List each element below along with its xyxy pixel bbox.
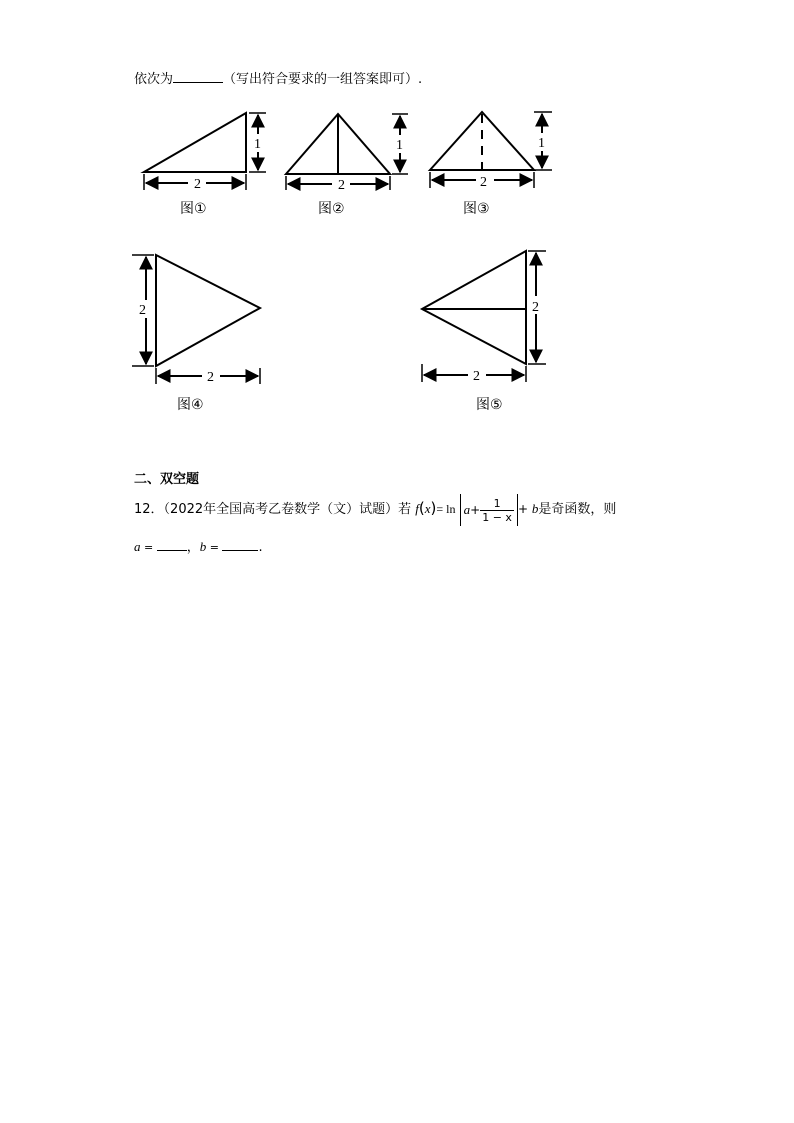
base-label: 2 <box>338 178 345 193</box>
absolute-value-expression <box>460 494 518 526</box>
figure-1 <box>138 108 278 193</box>
param-b: b <box>531 501 539 516</box>
intro-line <box>134 68 422 87</box>
base-label: 2 <box>194 177 201 192</box>
paren-open: ( <box>418 499 425 517</box>
figure-4 <box>130 250 270 390</box>
equals-ln: = ln <box>436 502 456 516</box>
function-name: f <box>415 501 419 516</box>
param-a: a <box>463 501 471 517</box>
figure-1-caption: 图① <box>180 201 207 217</box>
triangle-shape <box>156 255 260 366</box>
b-answer-blank[interactable] <box>222 538 258 551</box>
base-label: 2 <box>480 175 487 190</box>
b-equals: = <box>206 541 223 554</box>
figure-2-caption: 图② <box>318 201 345 217</box>
height-label: 1 <box>396 138 403 153</box>
plus-b: + <box>517 502 532 516</box>
question-tail: 是奇函数，则 <box>538 502 617 517</box>
triangle-shape <box>144 113 246 172</box>
section-heading: 二、双空题 <box>134 472 200 487</box>
height-label: 2 <box>139 303 146 318</box>
separator: ， <box>186 540 200 555</box>
answer-line <box>134 536 263 555</box>
a-answer-blank[interactable] <box>157 538 187 551</box>
variable-x: x <box>424 501 431 516</box>
fraction <box>480 497 514 524</box>
intro-prefix: 依次为 <box>134 72 174 87</box>
height-label: 2 <box>532 300 539 315</box>
fraction-numerator: 1 <box>480 497 514 511</box>
plus-sign: + <box>470 502 481 517</box>
intro-suffix: （写出符合要求的一组答案即可）. <box>223 72 423 87</box>
height-label: 1 <box>538 136 545 151</box>
figure-4-caption: 图④ <box>177 397 204 413</box>
figure-5-caption: 图⑤ <box>476 397 503 413</box>
base-label: 2 <box>473 369 480 384</box>
base-label: 2 <box>207 370 214 385</box>
answer-blank[interactable] <box>173 70 223 83</box>
height-label: 1 <box>254 137 261 152</box>
figure-3 <box>424 106 564 194</box>
question-12 <box>134 490 616 526</box>
a-equals: = <box>140 541 157 554</box>
fraction-denominator: 1 − x <box>482 510 512 524</box>
question-number: 12． <box>134 502 164 517</box>
triangle-shape <box>422 251 526 364</box>
question-source: （2022年全国高考乙卷数学（文）试题）若 <box>163 502 412 517</box>
a-label: a <box>134 539 141 554</box>
b-label: b <box>199 539 207 554</box>
figure-2 <box>280 108 420 193</box>
figure-5 <box>416 246 556 386</box>
figure-3-caption: 图③ <box>463 201 490 217</box>
paren-close: ) <box>430 499 437 517</box>
end-period: . <box>258 540 263 555</box>
